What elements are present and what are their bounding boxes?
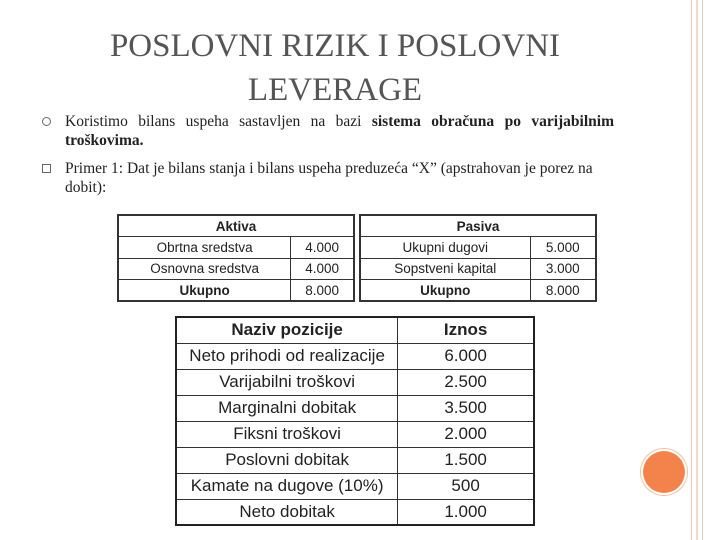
bullet-1-plain: Koristimo bilans uspeha sastavljen na bazi: [65, 113, 372, 130]
table-row: [176, 395, 534, 421]
pasiva-row-value: 5.000: [530, 237, 596, 259]
table-row: [360, 280, 596, 302]
table-row: [176, 499, 534, 525]
bullet-2-text: Primer 1: Dat je bilans stanja i bilans uspeha preduzeća “X” (apstrahovan je porez na dobit):: [65, 160, 593, 196]
aktiva-total-value: 8.000: [291, 280, 354, 302]
bullet-1-bold: sistema obračuna po varijabilnim troškovima.: [65, 113, 614, 149]
income-row-label: Neto prihodi od realizacije: [176, 343, 398, 369]
table-row: [360, 258, 596, 280]
income-row-value: 6.000: [398, 343, 534, 369]
income-row-value: 500: [398, 473, 534, 499]
income-row-label: Fiksni troškovi: [176, 421, 398, 447]
aktiva-row-label: Osnovna sredstva: [118, 258, 291, 280]
table-row: [176, 473, 534, 499]
income-row-label: Varijabilni troškovi: [176, 369, 398, 395]
circle-bullet-icon: [42, 117, 51, 126]
income-row-value: 2.500: [398, 369, 534, 395]
bullet-1-line: [65, 112, 614, 150]
income-row-value: 3.500: [398, 395, 534, 421]
table-row: [176, 421, 534, 447]
table-row: [118, 237, 354, 259]
aktiva-header: Aktiva: [118, 215, 354, 237]
slide-title: [40, 24, 630, 112]
income-header-row: [176, 317, 534, 343]
income-header-name: Naziv pozicije: [176, 317, 398, 343]
bullet-item-1: [40, 112, 614, 150]
table-row: [176, 447, 534, 473]
bullet-list: [40, 112, 614, 206]
bullet-item-2: [40, 159, 614, 197]
table-row: [118, 258, 354, 280]
income-row-label: Neto dobitak: [176, 499, 398, 525]
right-decorative-line: [696, 0, 698, 540]
pasiva-total-value: 8.000: [530, 280, 596, 302]
income-row-label: Marginalni dobitak: [176, 395, 398, 421]
aktiva-row-value: 4.000: [291, 258, 354, 280]
orange-circle-decoration: [643, 451, 685, 493]
income-header-amount: Iznos: [398, 317, 534, 343]
bullet-1-text: [65, 112, 614, 150]
pasiva-table: [359, 214, 597, 302]
square-bullet-icon: [42, 164, 51, 173]
income-statement-table: [175, 316, 535, 526]
pasiva-row-label: Ukupni dugovi: [360, 237, 530, 259]
aktiva-row-value: 4.000: [291, 237, 354, 259]
pasiva-row-value: 3.000: [530, 258, 596, 280]
title-line-2: LEVERAGE: [247, 72, 423, 108]
income-row-value: 1.000: [398, 499, 534, 525]
pasiva-total-label: Ukupno: [360, 280, 530, 302]
income-row-label: Kamate na dugove (10%): [176, 473, 398, 499]
aktiva-row-label: Obrtna sredstva: [118, 237, 291, 259]
income-row-label: Poslovni dobitak: [176, 447, 398, 473]
income-row-value: 2.000: [398, 421, 534, 447]
table-row: [176, 369, 534, 395]
aktiva-table: [117, 214, 355, 302]
table-row: [176, 343, 534, 369]
balance-sheet: [117, 214, 597, 302]
pasiva-row-label: Sopstveni kapital: [360, 258, 530, 280]
table-row: [360, 237, 596, 259]
aktiva-total-label: Ukupno: [118, 280, 291, 302]
table-row: [118, 280, 354, 302]
title-line-1: POSLOVNI RIZIK I POSLOVNI: [109, 28, 561, 64]
pasiva-header: Pasiva: [360, 215, 596, 237]
income-row-value: 1.500: [398, 447, 534, 473]
